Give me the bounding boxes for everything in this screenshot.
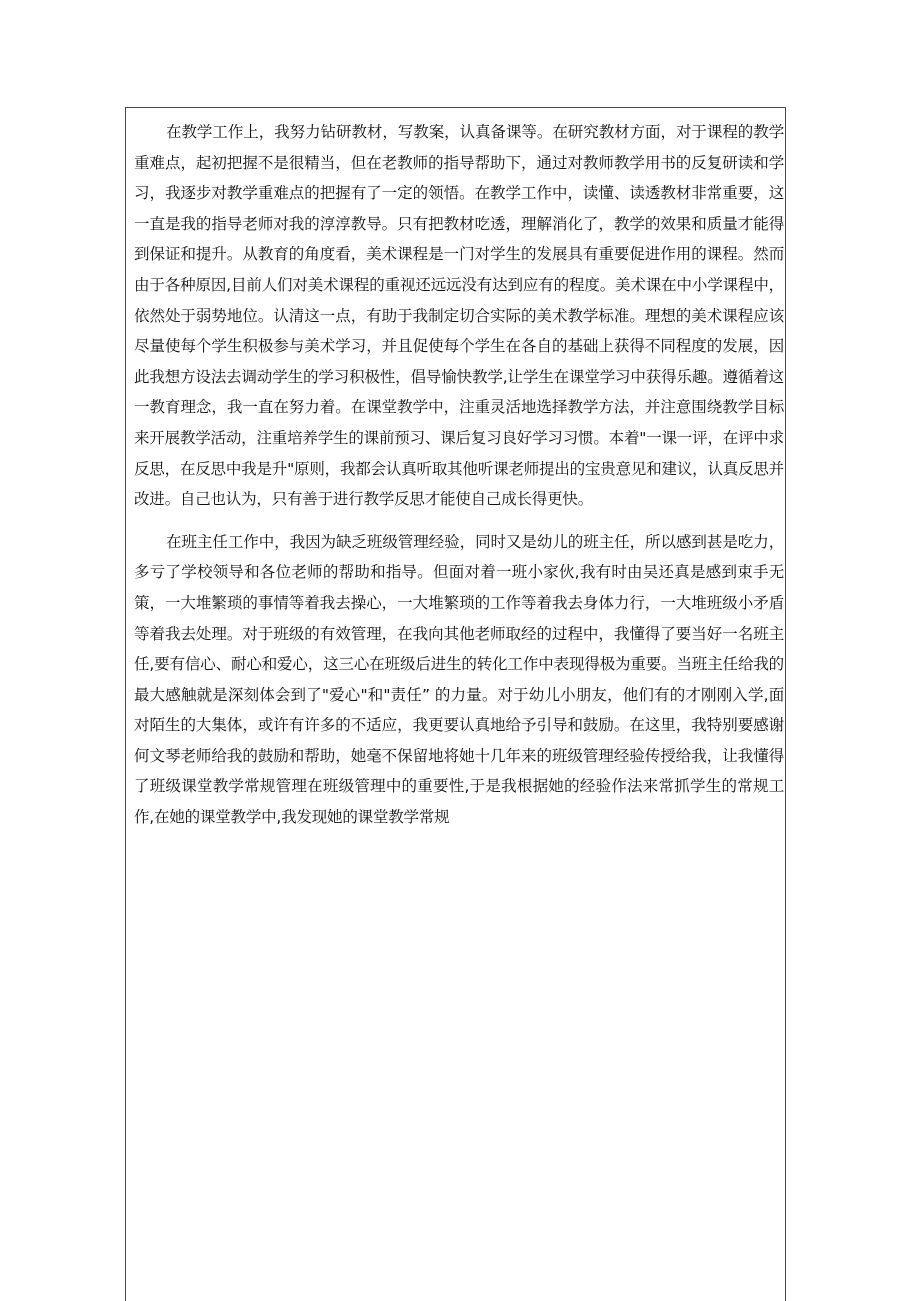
paragraph-teaching: 在教学工作上，我努力钻研教材，写教案，认真备课等。在研究教材方面，对于课程的教学重难点，起初把握不是很精当，但在老教师的指导帮助下，通过对教师教学用书的反复研读和学习，我逐步对教学重难点的把握有了一定的领悟。在教学工作中，读懂、读透教材非常重要，这一直是我的指导老师对我的淳淳教导。只有把教材吃透，理解消化了，教学的效果和质量才能得到保证和提升。从教育的角度看，美术课程是一门对学生的发展具有重要促进作用的课程。然而由于各种原因,目前人们对美术课程的重视还远远没有达到应有的程度。美术课在中小学课程中，依然处于弱势地位。认清这一点，有助于我制定切合实际的美术教学标准。理想的美术课程应该尽量使每个学生积极参与美术学习，并且促使每个学生在各自的基础上获得不同程度的发展，因此我想方设法去调动学生的学习积极性，倡导愉快教学,让学生在课堂学习中获得乐趣。遵循着这一教育理念，我一直在努力着。在课堂教学中，注重灵活地选择教学方法，并注意围绕教学目标来开展教学活动，注重培养学生的课前预习、课后复习良好学习习惯。本着"一课一评，在评中求反思，在反思中我是升"原则，我都会认真听取其他听课老师提出的宝贵意见和建议，认真反思并改进。自己也认为，只有善于进行教学反思才能使自己成长得更快。 [134, 123, 784, 509]
paragraph-class-teacher: 在班主任工作中，我因为缺乏班级管理经验，同时又是幼儿的班主任，所以感到甚是吃力，多亏了学校领导和各位老师的帮助和指导。但面对着一班小家伙,我有时由吴还真是感到束手无策，一大堆繁琐的事情等着我去操心，一大堆繁琐的工作等着我去身体力行，一大堆班级小矛盾等着我去处理。对于班级的有效管理，在我向其他老师取经的过程中，我懂得了要当好一名班主任,要有信心、耐心和爱心，这三心在班级后进生的转化工作中表现得极为重要。当班主任给我的最大感触就是深刻体会到了"爱心"和"责任” 的力量。对于幼儿小朋友，他们有的才刚刚入学,面对陌生的大集体，或许有许多的不适应，我更要认真地给予引导和鼓励。在这里，我特别要感谢何文琴老师给我的鼓励和帮助，她毫不保留地将她十几年来的班级管理经验传授给我，让我懂得了班级课堂教学常规管理在班级管理中的重要性,于是我根据她的经验作法来常抓学生的常规工作,在她的课堂教学中,我发现她的课堂教学常规 [134, 532, 784, 827]
document-body [134, 117, 784, 833]
